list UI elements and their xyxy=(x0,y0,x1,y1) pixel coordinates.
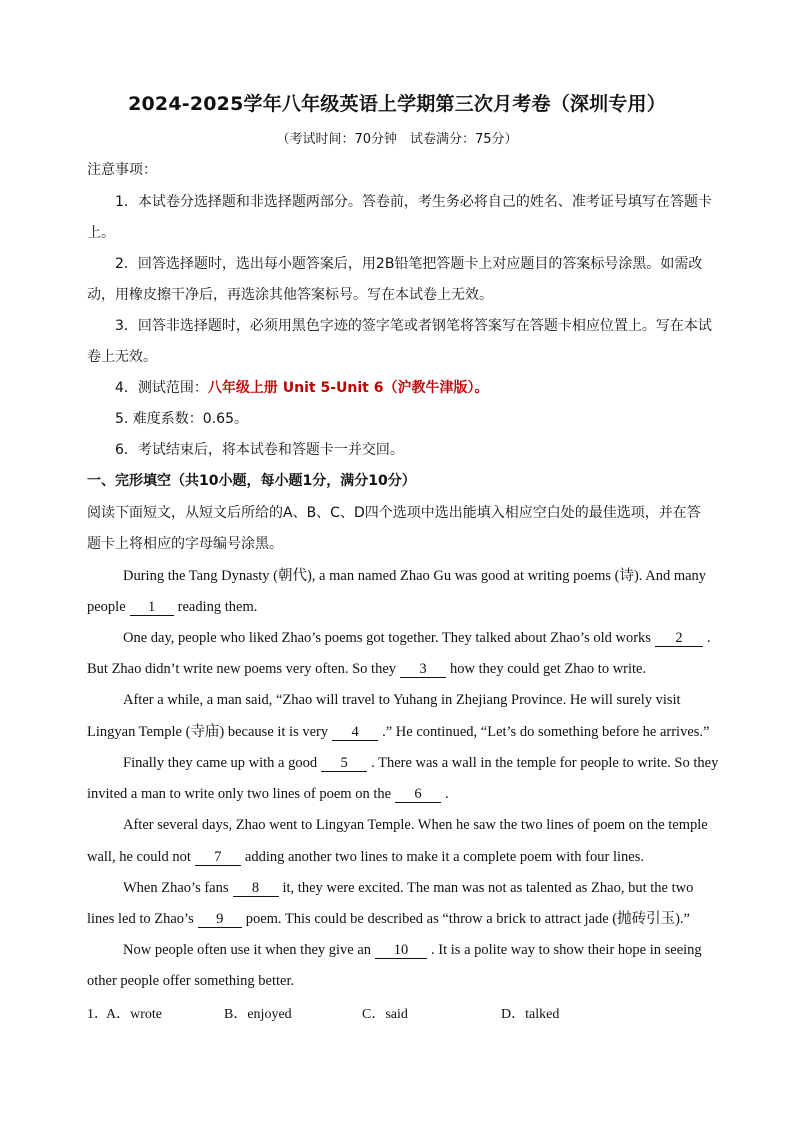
passage-text: invited a man to write only two lines of poem on the xyxy=(87,786,392,802)
passage-text: it, they were excited. The man was not as talented as Zhao, but the two xyxy=(282,880,694,896)
notice-item-2: 2．回答选择题时，选出每小题答案后，用2B铅笔把答题卡上对应题目的答案标号涂黑。如需改 xyxy=(115,256,703,272)
blank-10: 10 xyxy=(375,942,427,959)
notice-item-3-cont: 卷上无效。 xyxy=(87,349,157,365)
passage-line xyxy=(123,628,711,648)
blank-1: 1 xyxy=(130,599,174,616)
blank-4: 4 xyxy=(332,724,378,741)
option-c[interactable]: C．said xyxy=(362,1007,408,1022)
passage-text: But Zhao didn’t write new poems very often. So they xyxy=(87,661,397,677)
passage-text: reading them. xyxy=(177,599,258,615)
passage-text: . xyxy=(706,630,711,646)
blank-6: 6 xyxy=(395,786,441,803)
passage-text: When Zhao’s fans xyxy=(123,880,229,896)
section-instruction: 阅读下面短文，从短文后所给的A、B、C、D四个选项中选出能填入相应空白处的最佳选项，并在答 xyxy=(87,505,701,521)
passage-text: . xyxy=(445,786,449,802)
passage-line xyxy=(123,878,693,898)
blank-9: 9 xyxy=(198,911,242,928)
passage-line xyxy=(87,597,257,617)
notice-item-3: 3．回答非选择题时，必须用黑色字迹的签字笔或者钢笔将答案写在答题卡相应位置上。写在本试 xyxy=(115,318,712,334)
passage-line xyxy=(87,784,449,804)
notice-item-5: 5. 难度系数：0.65。 xyxy=(115,411,248,427)
passage-line: After several days, Zhao went to Lingyan Temple. When he saw the two lines of poem on the temple xyxy=(123,817,708,833)
option-d[interactable]: D．talked xyxy=(501,1007,560,1022)
section-heading: 一、完形填空（共10小题，每小题1分，满分10分） xyxy=(87,473,416,489)
passage-text: Finally they came up with a good xyxy=(123,755,318,771)
passage-text: poem. This could be described as “throw a brick to attract jade (抛砖引玉).” xyxy=(245,911,690,927)
passage-text: Now people often use it when they give an xyxy=(123,942,372,958)
passage-line xyxy=(87,909,690,929)
page-title: 2024-2025学年八年级英语上学期第三次月考卷（深圳专用） xyxy=(128,93,666,115)
passage-line: During the Tang Dynasty (朝代), a man named Zhao Gu was good at writing poems (诗). And many xyxy=(123,568,707,584)
notice-item-4 xyxy=(115,378,489,398)
passage-line xyxy=(87,659,646,679)
passage-text: wall, he could not xyxy=(87,849,191,865)
blank-7: 7 xyxy=(195,849,241,866)
passage-text: adding another two lines to make it a complete poem with four lines. xyxy=(244,849,644,865)
passage-text: how they could get Zhao to write. xyxy=(450,661,647,677)
blank-5: 5 xyxy=(321,755,367,772)
notice-item-6: 6．考试结束后，将本试卷和答题卡一并交回。 xyxy=(115,442,404,458)
notice-heading: 注意事项： xyxy=(87,162,157,178)
passage-line xyxy=(123,753,718,773)
notice-item-1-cont: 上。 xyxy=(87,225,115,241)
notice-item-4-label: 4．测试范围： xyxy=(115,380,208,396)
passage-text: .” He continued, “Let’s do something before he arrives.” xyxy=(382,724,710,740)
blank-8: 8 xyxy=(233,880,279,897)
passage-line xyxy=(87,722,709,742)
passage-text: people xyxy=(87,599,126,615)
passage-text: Lingyan Temple (寺庙) because it is very xyxy=(87,724,329,740)
blank-3: 3 xyxy=(400,661,446,678)
passage-text: lines led to Zhao’s xyxy=(87,911,194,927)
option-a[interactable]: A．wrote xyxy=(106,1007,162,1022)
exam-info: （考试时间：70分钟 试卷满分：75分） xyxy=(276,132,518,147)
passage-line xyxy=(123,940,702,960)
passage-line: other people offer something better. xyxy=(87,973,295,989)
section-instruction-cont: 题卡上将相应的字母编号涂黑。 xyxy=(87,536,283,552)
notice-item-1: 1．本试卷分选择题和非选择题两部分。答卷前，考生务必将自己的姓名、准考证号填写在答题卡 xyxy=(115,194,712,210)
question-number: 1． xyxy=(87,1007,108,1022)
passage-line: After a while, a man said, “Zhao will travel to Yuhang in Zhejiang Province. He will surely visit xyxy=(123,692,681,708)
notice-item-2-cont: 动，用橡皮擦干净后，再选涂其他答案标号。写在本试卷上无效。 xyxy=(87,287,493,303)
passage-text: . There was a wall in the temple for people to write. So they xyxy=(371,755,719,771)
passage-line xyxy=(87,847,644,867)
passage-text: One day, people who liked Zhao’s poems got together. They talked about Zhao’s old works xyxy=(123,630,651,646)
test-scope: 八年级上册 Unit 5-Unit 6（沪教牛津版）。 xyxy=(207,380,489,396)
passage-text: . It is a polite way to show their hope in seeing xyxy=(431,942,702,958)
option-b[interactable]: B．enjoyed xyxy=(224,1007,292,1022)
blank-2: 2 xyxy=(655,630,703,647)
